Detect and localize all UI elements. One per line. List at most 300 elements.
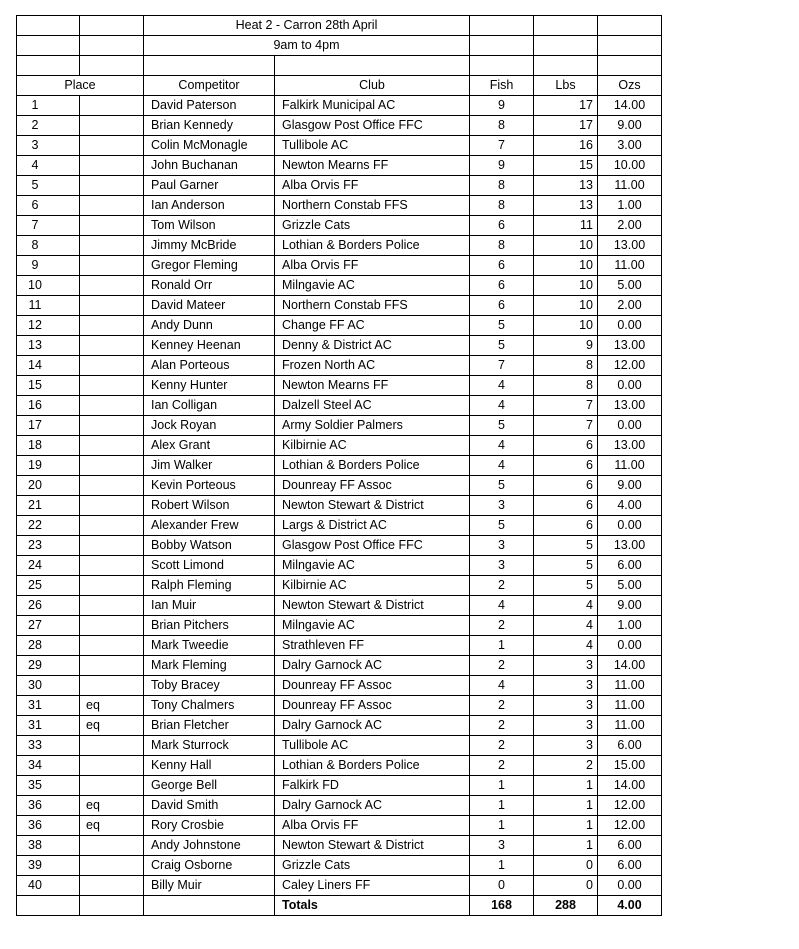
competitor-cell: Brian Pitchers bbox=[144, 616, 275, 636]
table-row bbox=[17, 756, 662, 776]
club-cell: Glasgow Post Office FFC bbox=[275, 116, 470, 136]
lbs-cell: 5 bbox=[534, 536, 598, 556]
table-row bbox=[17, 456, 662, 476]
place-cell: 19 bbox=[17, 456, 80, 476]
table-row bbox=[17, 316, 662, 336]
lbs-cell: 17 bbox=[534, 96, 598, 116]
ozs-cell: 6.00 bbox=[598, 836, 662, 856]
fish-cell: 1 bbox=[470, 796, 534, 816]
fish-cell: 2 bbox=[470, 696, 534, 716]
eq-cell bbox=[80, 316, 144, 336]
club-cell: Newton Mearns FF bbox=[275, 376, 470, 396]
ozs-cell: 0.00 bbox=[598, 416, 662, 436]
place-cell: 12 bbox=[17, 316, 80, 336]
competitor-cell: Ralph Fleming bbox=[144, 576, 275, 596]
fish-cell: 2 bbox=[470, 616, 534, 636]
club-cell: Dounreay FF Assoc bbox=[275, 676, 470, 696]
eq-cell bbox=[80, 336, 144, 356]
fish-cell: 6 bbox=[470, 216, 534, 236]
ozs-cell: 13.00 bbox=[598, 396, 662, 416]
place-cell: 39 bbox=[17, 856, 80, 876]
table-row bbox=[17, 716, 662, 736]
fish-cell: 2 bbox=[470, 756, 534, 776]
table-row bbox=[17, 336, 662, 356]
table-row bbox=[17, 436, 662, 456]
table-row bbox=[17, 376, 662, 396]
place-cell: 6 bbox=[17, 196, 80, 216]
club-cell: Northern Constab FFS bbox=[275, 196, 470, 216]
club-cell: Glasgow Post Office FFC bbox=[275, 536, 470, 556]
results-table bbox=[16, 15, 662, 916]
club-cell: Milngavie AC bbox=[275, 276, 470, 296]
eq-cell bbox=[80, 256, 144, 276]
fish-cell: 3 bbox=[470, 536, 534, 556]
lbs-cell: 6 bbox=[534, 456, 598, 476]
club-cell: Tullibole AC bbox=[275, 136, 470, 156]
place-cell: 29 bbox=[17, 656, 80, 676]
table-row bbox=[17, 596, 662, 616]
eq-cell bbox=[80, 116, 144, 136]
club-cell: Dalry Garnock AC bbox=[275, 796, 470, 816]
ozs-cell: 0.00 bbox=[598, 636, 662, 656]
place-cell: 31 bbox=[17, 716, 80, 736]
eq-cell bbox=[80, 836, 144, 856]
lbs-cell: 6 bbox=[534, 476, 598, 496]
ozs-cell: 11.00 bbox=[598, 676, 662, 696]
place-cell: 36 bbox=[17, 816, 80, 836]
competitor-cell: George Bell bbox=[144, 776, 275, 796]
totals-fish: 168 bbox=[470, 896, 534, 916]
club-cell: Milngavie AC bbox=[275, 556, 470, 576]
lbs-cell: 0 bbox=[534, 876, 598, 896]
table-row bbox=[17, 356, 662, 376]
place-cell: 14 bbox=[17, 356, 80, 376]
competitor-cell: Jim Walker bbox=[144, 456, 275, 476]
competitor-cell: Brian Fletcher bbox=[144, 716, 275, 736]
table-row bbox=[17, 216, 662, 236]
title-row bbox=[17, 16, 662, 36]
club-cell: Northern Constab FFS bbox=[275, 296, 470, 316]
lbs-cell: 10 bbox=[534, 236, 598, 256]
fish-cell: 2 bbox=[470, 656, 534, 676]
heat-hours: 9am to 4pm bbox=[144, 36, 470, 56]
lbs-cell: 3 bbox=[534, 656, 598, 676]
club-cell: Tullibole AC bbox=[275, 736, 470, 756]
eq-cell bbox=[80, 636, 144, 656]
fish-cell: 2 bbox=[470, 716, 534, 736]
competitor-cell: Mark Tweedie bbox=[144, 636, 275, 656]
place-cell: 9 bbox=[17, 256, 80, 276]
competitor-cell: Brian Kennedy bbox=[144, 116, 275, 136]
lbs-cell: 7 bbox=[534, 396, 598, 416]
lbs-cell: 10 bbox=[534, 316, 598, 336]
eq-cell bbox=[80, 776, 144, 796]
place-cell: 33 bbox=[17, 736, 80, 756]
ozs-cell: 13.00 bbox=[598, 336, 662, 356]
ozs-cell: 4.00 bbox=[598, 496, 662, 516]
lbs-cell: 15 bbox=[534, 156, 598, 176]
competitor-cell: Craig Osborne bbox=[144, 856, 275, 876]
place-cell: 18 bbox=[17, 436, 80, 456]
place-cell: 13 bbox=[17, 336, 80, 356]
ozs-cell: 0.00 bbox=[598, 316, 662, 336]
club-cell: Newton Stewart & District bbox=[275, 596, 470, 616]
fish-cell: 6 bbox=[470, 296, 534, 316]
ozs-cell: 6.00 bbox=[598, 736, 662, 756]
lbs-cell: 16 bbox=[534, 136, 598, 156]
table-row bbox=[17, 136, 662, 156]
place-cell: 38 bbox=[17, 836, 80, 856]
competitor-cell: Kenney Heenan bbox=[144, 336, 275, 356]
ozs-cell: 15.00 bbox=[598, 756, 662, 776]
fish-cell: 4 bbox=[470, 456, 534, 476]
fish-cell: 6 bbox=[470, 276, 534, 296]
club-cell: Falkirk Municipal AC bbox=[275, 96, 470, 116]
lbs-cell: 2 bbox=[534, 756, 598, 776]
ozs-cell: 11.00 bbox=[598, 696, 662, 716]
ozs-cell: 12.00 bbox=[598, 816, 662, 836]
eq-cell bbox=[80, 856, 144, 876]
place-cell: 26 bbox=[17, 596, 80, 616]
table-row bbox=[17, 236, 662, 256]
fish-cell: 3 bbox=[470, 496, 534, 516]
fish-cell: 9 bbox=[470, 156, 534, 176]
competitor-cell: Alex Grant bbox=[144, 436, 275, 456]
place-cell: 25 bbox=[17, 576, 80, 596]
place-cell: 15 bbox=[17, 376, 80, 396]
club-cell: Dounreay FF Assoc bbox=[275, 696, 470, 716]
club-cell: Grizzle Cats bbox=[275, 216, 470, 236]
fish-cell: 5 bbox=[470, 516, 534, 536]
place-cell: 40 bbox=[17, 876, 80, 896]
fish-cell: 6 bbox=[470, 256, 534, 276]
lbs-cell: 8 bbox=[534, 376, 598, 396]
eq-cell bbox=[80, 196, 144, 216]
place-cell: 24 bbox=[17, 556, 80, 576]
table-row bbox=[17, 396, 662, 416]
competitor-cell: Kenny Hall bbox=[144, 756, 275, 776]
totals-label: Totals bbox=[275, 896, 470, 916]
fish-cell: 4 bbox=[470, 676, 534, 696]
column-header-competitor: Competitor bbox=[144, 76, 275, 96]
lbs-cell: 3 bbox=[534, 716, 598, 736]
place-cell: 21 bbox=[17, 496, 80, 516]
lbs-cell: 6 bbox=[534, 496, 598, 516]
lbs-cell: 1 bbox=[534, 836, 598, 856]
ozs-cell: 12.00 bbox=[598, 796, 662, 816]
fish-cell: 1 bbox=[470, 776, 534, 796]
fish-cell: 1 bbox=[470, 856, 534, 876]
club-cell: Alba Orvis FF bbox=[275, 176, 470, 196]
ozs-cell: 6.00 bbox=[598, 556, 662, 576]
lbs-cell: 8 bbox=[534, 356, 598, 376]
club-cell: Alba Orvis FF bbox=[275, 256, 470, 276]
fish-cell: 0 bbox=[470, 876, 534, 896]
fish-cell: 5 bbox=[470, 336, 534, 356]
fish-cell: 1 bbox=[470, 816, 534, 836]
eq-cell bbox=[80, 516, 144, 536]
ozs-cell: 5.00 bbox=[598, 576, 662, 596]
eq-cell: eq bbox=[80, 816, 144, 836]
club-cell: Largs & District AC bbox=[275, 516, 470, 536]
competitor-cell: Ian Anderson bbox=[144, 196, 275, 216]
table-row bbox=[17, 196, 662, 216]
eq-cell bbox=[80, 656, 144, 676]
table-row bbox=[17, 256, 662, 276]
place-cell: 5 bbox=[17, 176, 80, 196]
competitor-cell: Bobby Watson bbox=[144, 536, 275, 556]
competitor-cell: Kevin Porteous bbox=[144, 476, 275, 496]
eq-cell bbox=[80, 756, 144, 776]
ozs-cell: 11.00 bbox=[598, 256, 662, 276]
competitor-cell: Ronald Orr bbox=[144, 276, 275, 296]
ozs-cell: 14.00 bbox=[598, 96, 662, 116]
eq-cell bbox=[80, 596, 144, 616]
club-cell: Newton Stewart & District bbox=[275, 836, 470, 856]
column-header-lbs: Lbs bbox=[534, 76, 598, 96]
eq-cell bbox=[80, 396, 144, 416]
eq-cell bbox=[80, 576, 144, 596]
table-row bbox=[17, 796, 662, 816]
fish-cell: 2 bbox=[470, 576, 534, 596]
eq-cell bbox=[80, 536, 144, 556]
column-header-fish: Fish bbox=[470, 76, 534, 96]
totals-ozs: 4.00 bbox=[598, 896, 662, 916]
competitor-cell: Alexander Frew bbox=[144, 516, 275, 536]
ozs-cell: 10.00 bbox=[598, 156, 662, 176]
column-header-ozs: Ozs bbox=[598, 76, 662, 96]
competitor-cell: David Mateer bbox=[144, 296, 275, 316]
eq-cell bbox=[80, 876, 144, 896]
club-cell: Change FF AC bbox=[275, 316, 470, 336]
fish-cell: 4 bbox=[470, 376, 534, 396]
club-cell: Lothian & Borders Police bbox=[275, 756, 470, 776]
club-cell: Strathleven FF bbox=[275, 636, 470, 656]
lbs-cell: 1 bbox=[534, 796, 598, 816]
ozs-cell: 13.00 bbox=[598, 436, 662, 456]
table-row bbox=[17, 856, 662, 876]
fish-cell: 2 bbox=[470, 736, 534, 756]
table-row bbox=[17, 736, 662, 756]
fish-cell: 7 bbox=[470, 356, 534, 376]
fish-cell: 8 bbox=[470, 236, 534, 256]
place-cell: 34 bbox=[17, 756, 80, 776]
column-header-place: Place bbox=[17, 76, 144, 96]
eq-cell bbox=[80, 156, 144, 176]
eq-cell bbox=[80, 276, 144, 296]
competitor-cell: Tony Chalmers bbox=[144, 696, 275, 716]
ozs-cell: 0.00 bbox=[598, 876, 662, 896]
ozs-cell: 12.00 bbox=[598, 356, 662, 376]
place-cell: 30 bbox=[17, 676, 80, 696]
table-row bbox=[17, 836, 662, 856]
spacer-row bbox=[17, 56, 662, 76]
table-row bbox=[17, 116, 662, 136]
place-cell: 10 bbox=[17, 276, 80, 296]
fish-cell: 4 bbox=[470, 436, 534, 456]
eq-cell bbox=[80, 236, 144, 256]
lbs-cell: 4 bbox=[534, 636, 598, 656]
table-row bbox=[17, 516, 662, 536]
ozs-cell: 0.00 bbox=[598, 376, 662, 396]
table-row bbox=[17, 496, 662, 516]
competitor-cell: Colin McMonagle bbox=[144, 136, 275, 156]
table-row bbox=[17, 176, 662, 196]
place-cell: 2 bbox=[17, 116, 80, 136]
table-row bbox=[17, 156, 662, 176]
lbs-cell: 0 bbox=[534, 856, 598, 876]
fish-cell: 4 bbox=[470, 396, 534, 416]
club-cell: Kilbirnie AC bbox=[275, 576, 470, 596]
eq-cell bbox=[80, 556, 144, 576]
eq-cell bbox=[80, 496, 144, 516]
table-row bbox=[17, 636, 662, 656]
lbs-cell: 10 bbox=[534, 276, 598, 296]
table-row bbox=[17, 536, 662, 556]
ozs-cell: 14.00 bbox=[598, 656, 662, 676]
heat-title: Heat 2 - Carron 28th April bbox=[144, 16, 470, 36]
ozs-cell: 2.00 bbox=[598, 216, 662, 236]
eq-cell bbox=[80, 616, 144, 636]
table-row bbox=[17, 696, 662, 716]
club-cell: Newton Stewart & District bbox=[275, 496, 470, 516]
ozs-cell: 1.00 bbox=[598, 196, 662, 216]
competitor-cell: Paul Garner bbox=[144, 176, 275, 196]
competitor-cell: Scott Limond bbox=[144, 556, 275, 576]
lbs-cell: 5 bbox=[534, 576, 598, 596]
place-cell: 3 bbox=[17, 136, 80, 156]
eq-cell bbox=[80, 136, 144, 156]
club-cell: Milngavie AC bbox=[275, 616, 470, 636]
eq-cell: eq bbox=[80, 796, 144, 816]
totals-lbs: 288 bbox=[534, 896, 598, 916]
place-cell: 23 bbox=[17, 536, 80, 556]
eq-cell: eq bbox=[80, 716, 144, 736]
club-cell: Dalry Garnock AC bbox=[275, 716, 470, 736]
club-cell: Grizzle Cats bbox=[275, 856, 470, 876]
eq-cell bbox=[80, 736, 144, 756]
ozs-cell: 5.00 bbox=[598, 276, 662, 296]
table-row bbox=[17, 776, 662, 796]
table-row bbox=[17, 296, 662, 316]
lbs-cell: 11 bbox=[534, 216, 598, 236]
competitor-cell: Kenny Hunter bbox=[144, 376, 275, 396]
eq-cell bbox=[80, 356, 144, 376]
ozs-cell: 11.00 bbox=[598, 716, 662, 736]
fish-cell: 3 bbox=[470, 556, 534, 576]
place-cell: 36 bbox=[17, 796, 80, 816]
lbs-cell: 1 bbox=[534, 816, 598, 836]
place-cell: 27 bbox=[17, 616, 80, 636]
ozs-cell: 13.00 bbox=[598, 236, 662, 256]
eq-cell: eq bbox=[80, 696, 144, 716]
table-row bbox=[17, 576, 662, 596]
competitor-cell: Andy Johnstone bbox=[144, 836, 275, 856]
lbs-cell: 13 bbox=[534, 196, 598, 216]
totals-row bbox=[17, 896, 662, 916]
place-cell: 20 bbox=[17, 476, 80, 496]
lbs-cell: 7 bbox=[534, 416, 598, 436]
club-cell: Lothian & Borders Police bbox=[275, 456, 470, 476]
competitor-cell: Jock Royan bbox=[144, 416, 275, 436]
ozs-cell: 6.00 bbox=[598, 856, 662, 876]
ozs-cell: 14.00 bbox=[598, 776, 662, 796]
lbs-cell: 4 bbox=[534, 616, 598, 636]
fish-cell: 8 bbox=[470, 116, 534, 136]
fish-cell: 3 bbox=[470, 836, 534, 856]
competitor-cell: Ian Muir bbox=[144, 596, 275, 616]
table-row bbox=[17, 476, 662, 496]
club-cell: Denny & District AC bbox=[275, 336, 470, 356]
lbs-cell: 10 bbox=[534, 296, 598, 316]
fish-cell: 7 bbox=[470, 136, 534, 156]
club-cell: Alba Orvis FF bbox=[275, 816, 470, 836]
competitor-cell: John Buchanan bbox=[144, 156, 275, 176]
fish-cell: 8 bbox=[470, 176, 534, 196]
club-cell: Caley Liners FF bbox=[275, 876, 470, 896]
ozs-cell: 2.00 bbox=[598, 296, 662, 316]
eq-cell bbox=[80, 296, 144, 316]
lbs-cell: 1 bbox=[534, 776, 598, 796]
club-cell: Dalry Garnock AC bbox=[275, 656, 470, 676]
fish-cell: 4 bbox=[470, 596, 534, 616]
competitor-cell: David Paterson bbox=[144, 96, 275, 116]
eq-cell bbox=[80, 216, 144, 236]
ozs-cell: 3.00 bbox=[598, 136, 662, 156]
competitor-cell: Tom Wilson bbox=[144, 216, 275, 236]
eq-cell bbox=[80, 436, 144, 456]
club-cell: Dalzell Steel AC bbox=[275, 396, 470, 416]
table-row bbox=[17, 96, 662, 116]
competitor-cell: Robert Wilson bbox=[144, 496, 275, 516]
table-row bbox=[17, 876, 662, 896]
place-cell: 7 bbox=[17, 216, 80, 236]
ozs-cell: 9.00 bbox=[598, 596, 662, 616]
ozs-cell: 9.00 bbox=[598, 476, 662, 496]
place-cell: 4 bbox=[17, 156, 80, 176]
place-cell: 35 bbox=[17, 776, 80, 796]
place-cell: 8 bbox=[17, 236, 80, 256]
competitor-cell: Alan Porteous bbox=[144, 356, 275, 376]
club-cell: Dounreay FF Assoc bbox=[275, 476, 470, 496]
club-cell: Kilbirnie AC bbox=[275, 436, 470, 456]
club-cell: Army Soldier Palmers bbox=[275, 416, 470, 436]
club-cell: Lothian & Borders Police bbox=[275, 236, 470, 256]
fish-cell: 5 bbox=[470, 316, 534, 336]
eq-cell bbox=[80, 96, 144, 116]
lbs-cell: 4 bbox=[534, 596, 598, 616]
lbs-cell: 10 bbox=[534, 256, 598, 276]
competitor-cell: Toby Bracey bbox=[144, 676, 275, 696]
club-cell: Frozen North AC bbox=[275, 356, 470, 376]
fish-cell: 1 bbox=[470, 636, 534, 656]
eq-cell bbox=[80, 416, 144, 436]
competitor-cell: David Smith bbox=[144, 796, 275, 816]
ozs-cell: 1.00 bbox=[598, 616, 662, 636]
table-row bbox=[17, 416, 662, 436]
place-cell: 1 bbox=[17, 96, 80, 116]
competitor-cell: Mark Sturrock bbox=[144, 736, 275, 756]
table-row bbox=[17, 616, 662, 636]
eq-cell bbox=[80, 456, 144, 476]
club-cell: Falkirk FD bbox=[275, 776, 470, 796]
lbs-cell: 5 bbox=[534, 556, 598, 576]
club-cell: Newton Mearns FF bbox=[275, 156, 470, 176]
fish-cell: 8 bbox=[470, 196, 534, 216]
column-header-club: Club bbox=[275, 76, 470, 96]
table-row bbox=[17, 556, 662, 576]
hours-row bbox=[17, 36, 662, 56]
